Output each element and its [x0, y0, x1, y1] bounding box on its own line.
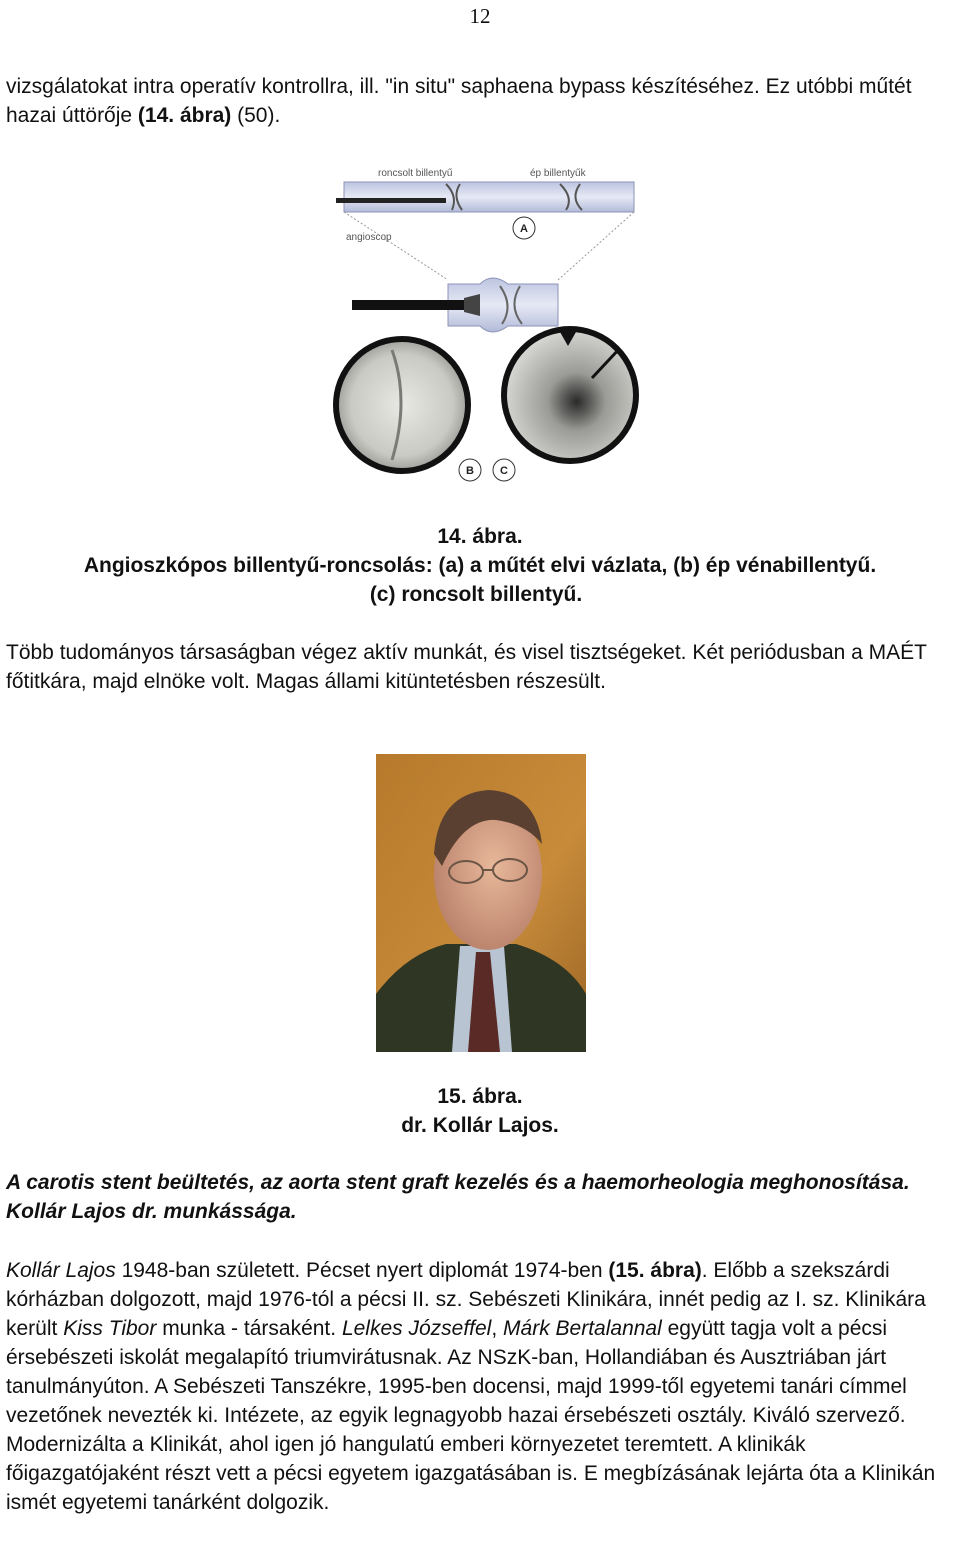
person-name-kiss: Kiss Tibor [63, 1317, 157, 1340]
endoscopic-view-c [504, 329, 636, 461]
bio-text-3: munka - társaként. [156, 1317, 342, 1340]
figure-15-caption: dr. Kollár Lajos. [401, 1114, 559, 1137]
bio-text-2: . Előbb a szekszárdi kórházban dolgozott, majd 1976-tól a pécsi II. sz. Sebészeti Klinikára, innét pedig az I. sz. Klinikára került [6, 1259, 926, 1340]
zoom-line-right [558, 212, 634, 280]
figure-reference-14: (14. ábra) [137, 104, 232, 127]
label-damaged-valve: roncsolt billentyű [378, 168, 453, 179]
label-angioscope: angioscop [346, 232, 392, 243]
page-number: 12 [469, 4, 491, 28]
intro-text: vizsgálatokat intra operatív kontrollra, ill. "in situ" saphaena bypass készítéséhez. Ez utóbbi műtét hazai úttörője [6, 75, 912, 127]
zoom-line-left [344, 212, 448, 280]
person-name-kollar: Kollár Lajos [6, 1259, 116, 1282]
figure-14-illustration [330, 160, 646, 490]
figure-15-number: 15. ábra. [437, 1085, 523, 1108]
bio-text-4: együtt tagja volt a pécsi érsebészeti iskolát megalapító triumvirátusnak. Az NSzK-ban, Hollandiában és Ausztriában járt tanulmányúton. A Sebészeti Tanszékre, 1995-ben docensi, majd 1999-től egyetemi tanári címmel vezetőnek nevezték ki. Intézete, az egyik legnagyobb hazai érsebészeti osztály. Kiváló szervező. Modernizálta a Klinikát, ahol igen jó hangulatú emberi környezetet teremtett. A klinikák főigazgatójaként részt vett a pécsi egyetem igazgatásában is. E megbízásának lejárta óta a Klinikán ismét egyetemi tanárként dolgozik. [6, 1317, 936, 1514]
marker-a: A [520, 223, 528, 235]
bio-text-1: 1948-ban született. Pécset nyert diplomát 1974-ben [115, 1259, 609, 1282]
biography-paragraph [6, 1256, 954, 1517]
person-name-lelkes: Lelkes Józseffel [341, 1317, 492, 1340]
marker-c: C [500, 465, 508, 477]
bio-separator: , [491, 1317, 504, 1340]
figure-reference-15: (15. ábra) [608, 1259, 702, 1282]
angioscope-lower [352, 300, 464, 310]
figure-14-number: 14. ábra. [437, 525, 523, 548]
figure-14-caption-line1: Angioszkópos billentyű-roncsolás: (a) a műtét elvi vázlata, (b) ép vénabillentyű. [83, 554, 877, 577]
person-name-mark: Márk Bertalannal [503, 1317, 662, 1340]
section-heading: A carotis stent beültetés, az aorta stent graft kezelés és a haemorheologia meghonosítása. Kollár Lajos dr. munkássága. [6, 1171, 910, 1223]
societies-paragraph: Több tudományos társaságban végez aktív munkát, és visel tisztségeket. Két periódusban a MAÉT főtitkára, majd elnöke volt. Magas állami kitüntetésben részesült. [6, 641, 927, 693]
vein-upper [344, 182, 634, 212]
angioscope-upper [336, 198, 446, 203]
marker-b: B [466, 465, 474, 477]
label-intact-valves: ép billentyűk [530, 168, 586, 179]
intro-citation: (50). [231, 104, 281, 127]
figure-14-caption-line2: (c) roncsolt billentyű. [369, 583, 583, 606]
portrait-photo [376, 754, 586, 1052]
intro-paragraph [6, 72, 954, 130]
